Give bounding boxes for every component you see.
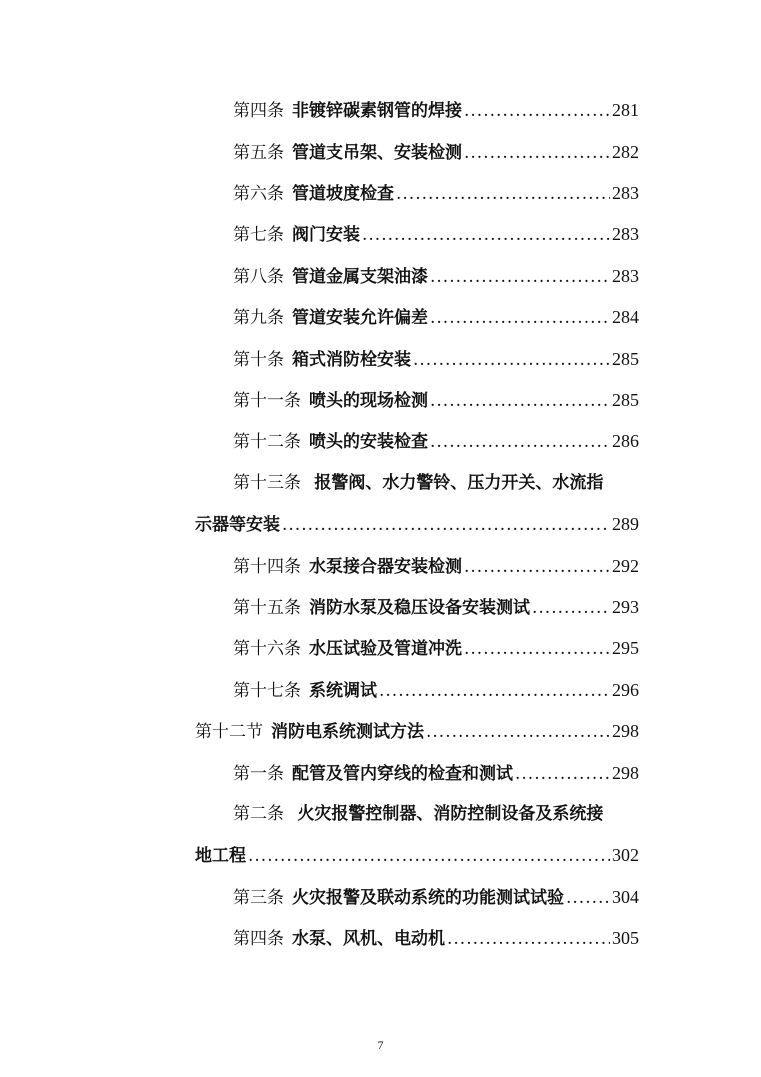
toc-entry-title: 非镀锌碳素钢管的焊接 xyxy=(292,101,462,121)
toc-entry-title: 管道支吊架、安装检测 xyxy=(292,143,462,163)
toc-entry-page: 285 xyxy=(612,349,639,369)
toc-entry[interactable] xyxy=(0,552,761,580)
toc-entry-wrapped[interactable] xyxy=(0,800,761,828)
toc-entry-label: 第四条 xyxy=(233,929,284,949)
toc-entry-label: 第五条 xyxy=(233,143,284,163)
toc-entry-title: 管道坡度检查 xyxy=(292,184,394,204)
dot-leader xyxy=(413,346,610,374)
toc-entry-page: 281 xyxy=(612,100,639,120)
toc-entry-title: 火灾报警及联动系统的功能测试试验 xyxy=(292,888,564,908)
toc-entry[interactable] xyxy=(0,262,761,290)
toc-entry-label: 第十三条 xyxy=(233,473,301,493)
toc-entry-label: 第七条 xyxy=(233,225,284,245)
toc-entry[interactable] xyxy=(0,759,761,787)
toc-entry-title: 消防水泵及稳压设备安装测试 xyxy=(309,598,530,618)
toc-entry[interactable] xyxy=(0,96,761,124)
toc-section-label: 第十二节 xyxy=(195,722,263,742)
toc-entry-title: 喷头的现场检测 xyxy=(309,391,428,411)
toc-entry[interactable] xyxy=(0,386,761,414)
toc-entry-page: 286 xyxy=(612,431,639,451)
toc-entry-page: 283 xyxy=(612,266,639,286)
toc-entry-title: 喷头的安装检查 xyxy=(309,432,428,452)
dot-leader xyxy=(464,635,610,663)
toc-entry[interactable] xyxy=(0,220,761,248)
dot-leader xyxy=(379,677,610,705)
toc-entry-title-continuation: 示器等安装 xyxy=(195,515,280,535)
toc-entry-wrapped[interactable] xyxy=(0,469,761,497)
toc-entry-label: 第十六条 xyxy=(233,639,301,659)
toc-section-entry[interactable] xyxy=(0,717,761,745)
dot-leader xyxy=(515,760,610,788)
toc-entry-page: 298 xyxy=(612,721,639,741)
toc-entry-page: 284 xyxy=(612,307,639,327)
toc-entry[interactable] xyxy=(0,676,761,704)
toc-entry-label: 第三条 xyxy=(233,888,284,908)
toc-entry-label: 第十条 xyxy=(233,350,284,370)
dot-leader xyxy=(464,139,610,167)
toc-entry-page: 295 xyxy=(612,638,639,658)
toc-entry-page: 305 xyxy=(612,928,639,948)
toc-entry-title: 箱式消防栓安装 xyxy=(292,350,411,370)
toc-entry-label: 第一条 xyxy=(233,764,284,784)
dot-leader xyxy=(532,594,610,622)
toc-entry-label: 第九条 xyxy=(233,308,284,328)
toc-entry-page: 283 xyxy=(612,224,639,244)
toc-entry-label: 第十四条 xyxy=(233,557,301,577)
toc-entry-title: 水压试验及管道冲洗 xyxy=(309,639,462,659)
dot-leader xyxy=(430,263,610,291)
toc-entry-label: 第十五条 xyxy=(233,598,301,618)
toc-entry[interactable] xyxy=(0,179,761,207)
toc-entry-page: 304 xyxy=(612,887,639,907)
toc-entry[interactable] xyxy=(0,303,761,331)
toc-entry-page: 302 xyxy=(612,845,639,865)
toc-entry[interactable] xyxy=(0,138,761,166)
toc-entry-page: 289 xyxy=(612,514,639,534)
dot-leader xyxy=(426,718,610,746)
dot-leader xyxy=(447,925,610,953)
toc-entry-label: 第十一条 xyxy=(233,391,301,411)
dot-leader xyxy=(464,553,610,581)
dot-leader xyxy=(430,387,610,415)
dot-leader xyxy=(282,511,610,539)
toc-entry-label: 第八条 xyxy=(233,267,284,287)
toc-section-title: 消防电系统测试方法 xyxy=(271,722,424,742)
dot-leader xyxy=(396,180,610,208)
toc-entry-continuation[interactable] xyxy=(0,510,761,538)
toc-entry-title: 水泵接合器安装检测 xyxy=(309,557,462,577)
toc-entry-label: 第十二条 xyxy=(233,432,301,452)
toc-entry-page: 292 xyxy=(612,556,639,576)
toc-entry-page: 293 xyxy=(612,597,639,617)
toc-entry-title: 水泵、风机、电动机 xyxy=(292,929,445,949)
toc-entry[interactable] xyxy=(0,345,761,373)
toc-entry-label: 第二条 xyxy=(233,804,284,824)
toc-entry-page: 283 xyxy=(612,183,639,203)
toc-entry-continuation[interactable] xyxy=(0,841,761,869)
toc-entry-title: 报警阀、水力警铃、压力开关、水流指 xyxy=(314,473,604,493)
toc-entry-title: 配管及管内穿线的检查和测试 xyxy=(292,764,513,784)
toc-entry-label: 第六条 xyxy=(233,184,284,204)
toc-entry-title: 管道安装允许偏差 xyxy=(292,308,428,328)
toc-entry-title: 火灾报警控制器、消防控制设备及系统接 xyxy=(297,804,604,824)
toc-entry-title-continuation: 地工程 xyxy=(195,846,246,866)
page-number: 7 xyxy=(377,1038,384,1052)
toc-entry-page: 282 xyxy=(612,142,639,162)
toc-entry-page: 298 xyxy=(612,763,639,783)
dot-leader xyxy=(430,304,610,332)
toc-entry[interactable] xyxy=(0,634,761,662)
toc-entry[interactable] xyxy=(0,593,761,621)
toc-entry-title: 阀门安装 xyxy=(292,225,360,245)
toc-entry-page: 296 xyxy=(612,680,639,700)
toc-entry-title: 管道金属支架油漆 xyxy=(292,267,428,287)
dot-leader xyxy=(362,221,610,249)
dot-leader xyxy=(430,428,610,456)
toc-entry[interactable] xyxy=(0,427,761,455)
toc-entry[interactable] xyxy=(0,883,761,911)
dot-leader xyxy=(464,97,610,125)
toc-entry-label: 第十七条 xyxy=(233,681,301,701)
toc-entry[interactable] xyxy=(0,924,761,952)
toc-entry-page: 285 xyxy=(612,390,639,410)
toc-entry-label: 第四条 xyxy=(233,101,284,121)
dot-leader xyxy=(248,842,610,870)
dot-leader xyxy=(566,884,610,912)
toc-entry-title: 系统调试 xyxy=(309,681,377,701)
